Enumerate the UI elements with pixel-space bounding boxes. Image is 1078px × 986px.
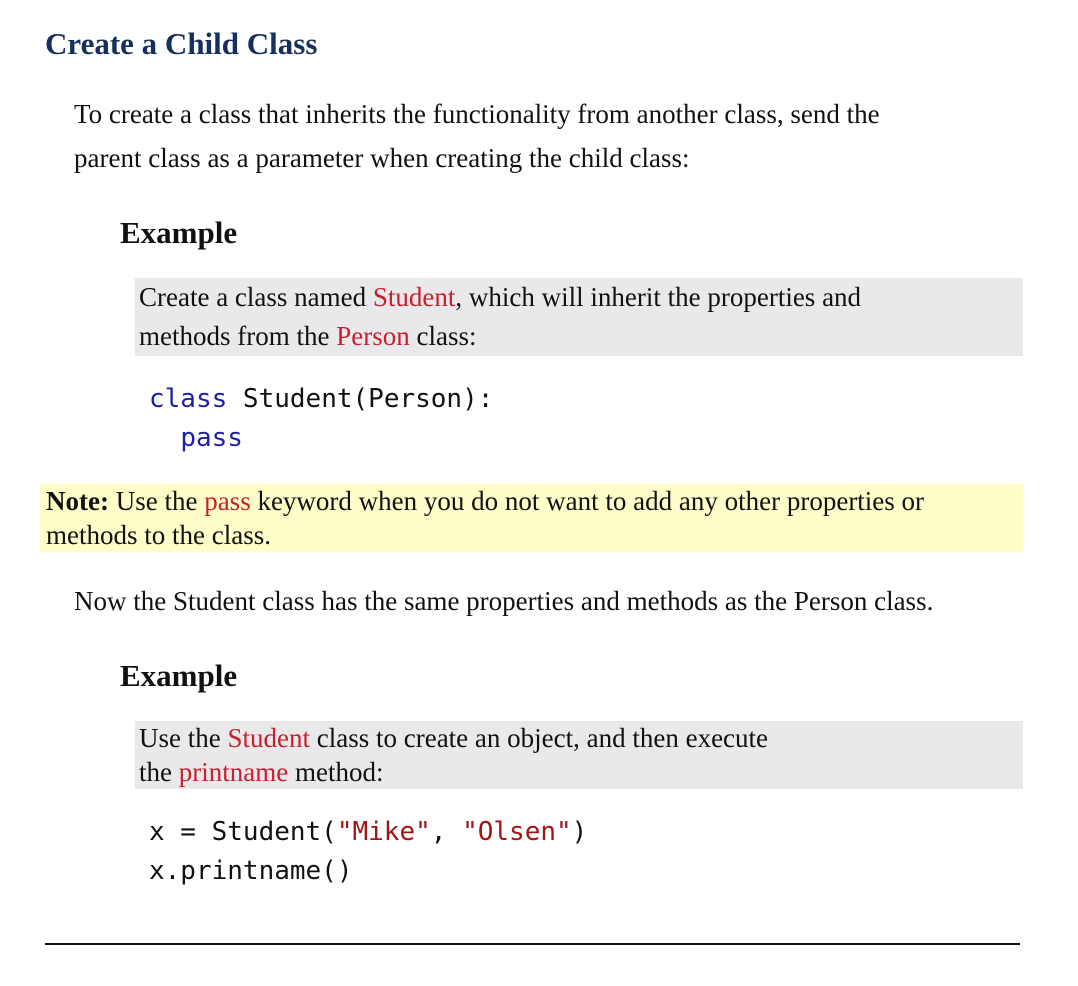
example-1-description-line-1: [135, 278, 1023, 317]
class-name-student: Student: [227, 723, 310, 753]
code-line-2: [149, 419, 493, 458]
example-2-heading: Example: [120, 658, 238, 693]
page-title: Create a Child Class: [45, 26, 318, 61]
code-line-1: [149, 813, 587, 852]
class-name-student: Student: [372, 282, 456, 312]
keyword-class: class: [149, 384, 228, 414]
example-2-code: [149, 813, 587, 891]
method-name-printname: printname: [178, 757, 289, 787]
text-run: Use the: [108, 486, 205, 516]
section-divider: [45, 943, 1020, 945]
class-name-person: Person: [336, 321, 410, 351]
example-1-heading: Example: [120, 215, 238, 250]
text-run: class to create an object, and then execute: [310, 723, 769, 753]
string-literal: "Olsen": [462, 817, 572, 847]
example-2-description-line-1: [135, 721, 1023, 755]
note-callout: [40, 484, 1023, 552]
text-run: the: [139, 757, 179, 787]
keyword-pass-highlight: pass: [204, 486, 251, 516]
string-literal: "Mike": [336, 817, 431, 847]
note-line-1: [40, 484, 1023, 518]
code-indent: [149, 423, 180, 453]
code-line-2: x.printname(): [149, 856, 353, 886]
code-line-1: [149, 380, 493, 419]
code-text: x = Student(: [149, 817, 337, 847]
note-line-2: methods to the class.: [46, 520, 271, 550]
intro-line-2: parent class as a parameter when creating the child class:: [74, 143, 690, 173]
code-text: ,: [430, 817, 463, 847]
code-text: ): [571, 817, 588, 847]
text-run: , which will inherit the properties and: [455, 282, 862, 312]
text-run: keyword when you do not want to add any other properties or: [250, 486, 925, 516]
intro-paragraph: [74, 92, 1014, 180]
note-label: Note:: [46, 486, 109, 516]
text-run: methods from the: [139, 321, 337, 351]
example-1-description-line-2: [135, 317, 1023, 356]
example-1-code: [149, 380, 493, 458]
example-2-description-line-2: [135, 755, 1023, 789]
text-run: Use the: [139, 723, 228, 753]
example-1-description: [135, 278, 1023, 356]
example-2-description: [135, 721, 1023, 789]
code-text: Student(Person):: [227, 384, 494, 414]
intro-line-1: To create a class that inherits the functionality from another class, send the: [74, 99, 880, 129]
keyword-pass: pass: [180, 423, 243, 453]
text-run: Create a class named: [139, 282, 373, 312]
summary-paragraph: Now the Student class has the same properties and methods as the Person class.: [74, 586, 934, 616]
text-run: class:: [409, 321, 477, 351]
text-run: method:: [288, 757, 384, 787]
